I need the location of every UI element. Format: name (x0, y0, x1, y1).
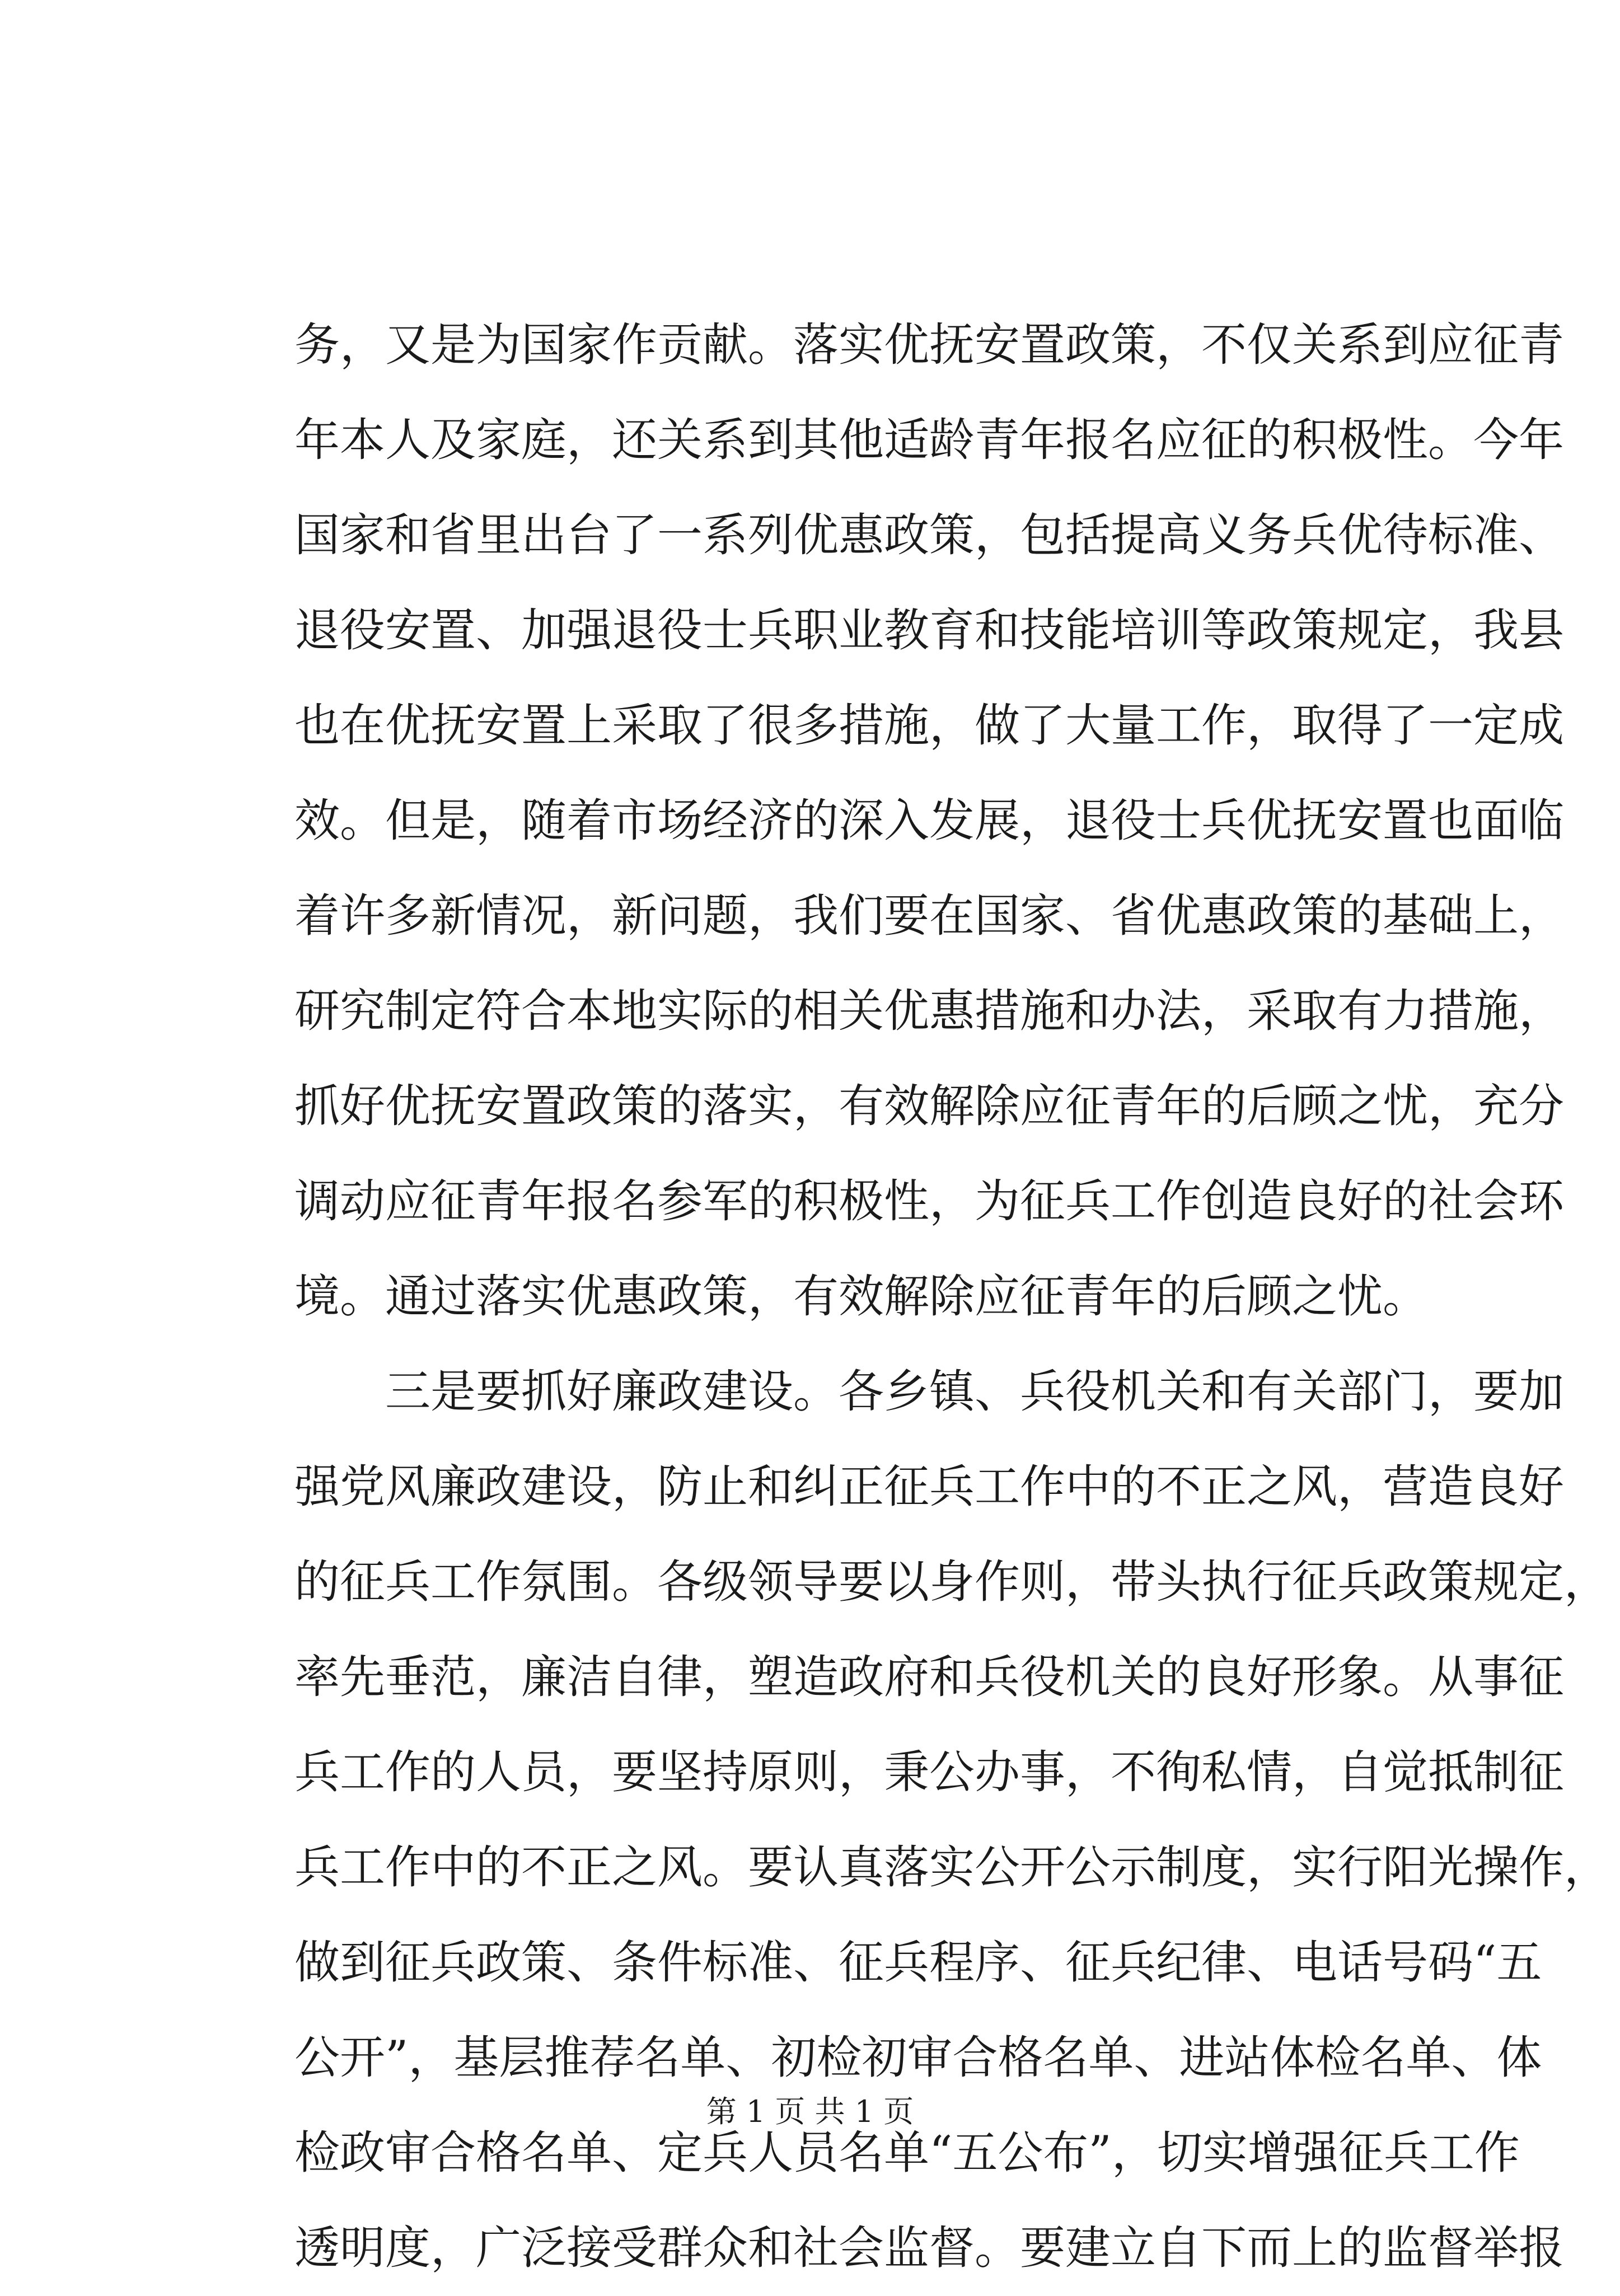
text-line-3: 国家和省里出台了一系列优惠政策，包括提高义务兵优待标准、 (294, 509, 1565, 562)
text-line-15: 率先垂范，廉洁自律，塑造政府和兵役机关的良好形象。从事征 (294, 1651, 1565, 1704)
text-line-20: 检政审合格名单、定兵人员名单“五公布”，切实增强征兵工作 (294, 2127, 1520, 2180)
text-line-4: 退役安置、加强退役士兵职业教育和技能培训等政策规定，我县 (294, 605, 1565, 657)
text-line-9: 抓好优抚安置政策的落实，有效解除应征青年的后顾之忧，充分 (294, 1080, 1565, 1133)
text-line-12: 三是要抓好廉政建设。各乡镇、兵役机关和有关部门，要加 (385, 1366, 1565, 1418)
text-line-14: 的征兵工作氛围。各级领导要以身作则，带头执行征兵政策规定， (294, 1556, 1610, 1609)
text-line-5: 也在优抚安置上采取了很多措施，做了大量工作，取得了一定成 (294, 700, 1565, 752)
text-line-11: 境。通过落实优惠政策，有效解除应征青年的后顾之忧。 (294, 1271, 1429, 1323)
text-line-13: 强党风廉政建设，防止和纠正征兵工作中的不正之风，营造良好 (294, 1461, 1565, 1514)
page-footer: 第 1 页 共 1 页 (706, 2094, 914, 2129)
text-line-2: 年本人及家庭，还关系到其他适龄青年报名应征的积极性。今年 (294, 414, 1565, 467)
text-line-6: 效。但是，随着市场经济的深入发展，退役士兵优抚安置也面临 (294, 795, 1565, 847)
text-line-8: 研究制定符合本地实际的相关优惠措施和办法，采取有力措施， (294, 985, 1565, 1038)
text-line-17: 兵工作中的不正之风。要认真落实公开公示制度，实行阳光操作， (294, 1842, 1610, 1894)
text-line-1: 务，又是为国家作贡献。落实优抚安置政策，不仅关系到应征青 (294, 319, 1565, 372)
text-line-16: 兵工作的人员，要坚持原则，秉公办事，不徇私情，自觉抵制征 (294, 1746, 1565, 1799)
text-line-10: 调动应征青年报名参军的积极性，为征兵工作创造良好的社会环 (294, 1175, 1565, 1228)
text-line-7: 着许多新情况，新问题，我们要在国家、省优惠政策的基础上， (294, 890, 1565, 943)
text-line-19: 公开”，基层推荐名单、初检初审合格名单、进站体检名单、体 (294, 2032, 1542, 2084)
text-line-18: 做到征兵政策、条件标准、征兵程序、征兵纪律、电话号码“五 (294, 1937, 1542, 1989)
document-body (294, 298, 1610, 2296)
text-line-21: 透明度，广泛接受群众和社会监督。要建立自下而上的监督举报 (294, 2222, 1565, 2275)
